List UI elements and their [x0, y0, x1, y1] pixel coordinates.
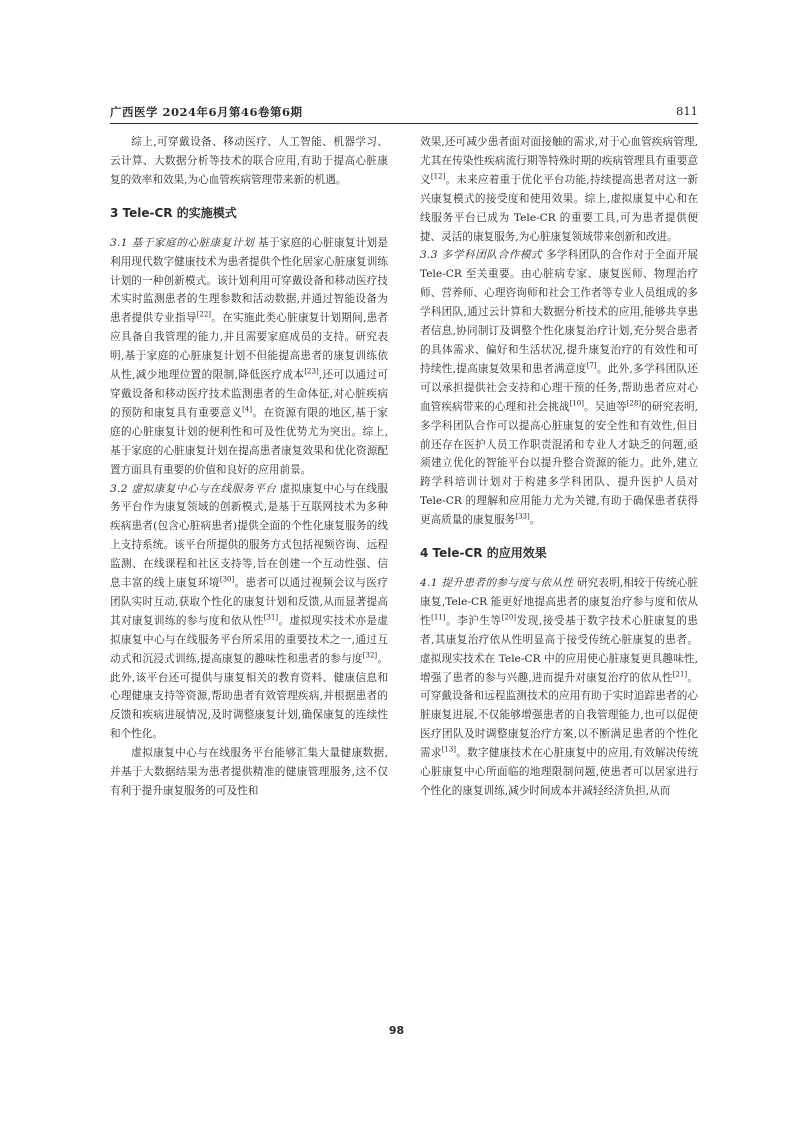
citation: [20] [501, 613, 517, 622]
running-header [110, 104, 698, 124]
paragraph-3-2: 3.2 虚拟康复中心与在线服务平台 虚拟康复中心与在线服务平台作为康复领域的创新模式,是基于互联网技术为多种疾病患者(包含心脏病患者)提供全面的个性化康复服务的线上支持系统。该平台所提供的服务方式包括视频咨询、远程监测、在线课程和社区支持等,旨在创建一个互动性强、信息丰富的线上康复环境[30]。患者可以通过视频会议与医疗团队实时互动,获取个性化的康复计划和反馈,从而显著提高其对康复训练的参与度和依从性[31]。虚拟现实技术亦是虚拟康复中心与在线服务平台所采用的重要技术之一,通过互动式和沉浸式训练,提高康复的趣味性和患者的参与度[32]。此外,该平台还可提供与康复相关的教育资料、健康信息和心理健康支持等资源,帮助患者有效管理疾病,并根据患者的反馈和疾病进展情况,及时调整康复计划,确保康复的连续性和个性化。 [110, 482, 389, 741]
citation: [7] [586, 361, 597, 370]
paragraph-summary: 综上,可穿戴设备、移动医疗、人工智能、机器学习、云计算、大数据分析等技术的联合应用,有助于提高心脏康复的效率和效果,为心血管疾病管理带来新的机遇。 [110, 136, 388, 186]
citation: [31] [263, 613, 279, 622]
subsection-title-3-1: 3.1 基于家庭的心脏康复计划 [110, 236, 255, 249]
citation: [11] [431, 613, 446, 622]
citation: [13] [441, 745, 457, 754]
paragraph-3-1: 3.1 基于家庭的心脏康复计划 基于家庭的心脏康复计划是利用现代数字健康技术为患者提供个性化居家心脏康复训练计划的一种创新模式。该计划利用可穿戴设备和移动医疗技术实时监测患者的生理参数和活动数据,并通过智能设备为患者提供专业指导[22]。在实施此类心脏康复计划期间,患者应具备自我管理的能力,并且需要家庭成员的支持。研究表明,基于家庭的心脏康复计划不但能提高患者的康复训练依从性,减少地理位置的限制,降低医疗成本[23],还可以通过可穿戴设备和移动医疗技术监测患者的生命体征,对心脏疾病的预防和康复具有重要意义[4]。在资源有限的地区,基于家庭的心脏康复计划的便利性和可及性优势尤为突出。综上,基于家庭的心脏康复计划在提高患者康复效果和优化资源配置方面具有重要的价值和良好的应用前景。 [110, 236, 389, 476]
right-column [420, 133, 698, 801]
paragraph-3-3: 3.3 多学科团队合作模式 多学科团队的合作对于全面开展 Tele-CR 至关重要。由心脏病专家、康复医师、物理治疗师、营养师、心理咨询师和社会工作者等专业人员组成的多学科团队,通过云计算和大数据分析技术的应用,能够共享患者信息,协同制订及调整个性化康复治疗计划,充分契合患者的具体需求、偏好和生活状况,提升康复治疗的有效性和可持续性,提高康复效果和患者满意度[7]。此外,多学科团队还可以承担提供社会支持和心理干预的任务,帮助患者应对心血管疾病带来的心理和社会挑战[10]。吴迪等[28]的研究表明,多学科团队合作可以提高心脏康复的安全性和有效性,但目前还存在医护人员工作职责混淆和专业人才缺乏的问题,亟须建立优化的智能平台以提升整合资源的能力。此外,建立跨学科培训计划对于构建多学科团队、提升医护人员对 Tele-CR 的理解和应用能力尤为关键,有助于确保患者获得更高质量的康复服务[33]。 [420, 249, 699, 527]
citation: [32] [362, 651, 378, 660]
citation: [22] [196, 310, 212, 319]
footer-page-label: 98 [388, 1024, 405, 1037]
paragraph-platform: 虚拟康复中心与在线服务平台能够汇集大量健康数据,并基于大数据结果为患者提供精准的健康管理服务,这不仅有利于提升康复服务的可及性和 [110, 747, 388, 797]
left-column [110, 133, 388, 801]
citation: [12] [430, 172, 446, 181]
paragraph-4-1: 4.1 提升患者的参与度与依从性 研究表明,相较于传统心脏康复,Tele-CR 能更好地提高患者的康复治疗参与度和依从性[11]。李沪生等[20]发现,接受基于数字技术心脏康复的患者,其康复治疗依从性明显高于接受传统心脏康复的患者。虚拟现实技术在 Tele-CR 中的应用使心脏康复更具趣味性,增强了患者的参与兴趣,进而提升对康复治疗的依从性[21]。可穿戴设备和远程监测技术的应用有助于实时追踪患者的心脏康复进展,不仅能够增强患者的自我管理能力,也可以促使医疗团队及时调整康复治疗方案,以不断满足患者的个性化需求[13]。数字健康技术在心脏康复中的应用,有效解决传统心脏康复中心所面临的地理限制问题,使患者可以居家进行个性化的康复训练,减少时间成本并减轻经济负担,从而 [420, 577, 699, 797]
paragraph-continued: 效果,还可减少患者面对面接触的需求,对于心血管疾病管理,尤其在传染性疾病流行期等特殊时期的疾病管理具有重要意义[12]。未来应着重于优化平台功能,持续提高患者对这一新兴康复模式的接受度和使用效果。综上,虚拟康复中心和在线服务平台已成为 Tele-CR 的重要工具,可为患者提供便捷、灵活的康复服务,为心脏康复领域带来创新和改进。 [420, 136, 699, 243]
citation: [10] [569, 399, 584, 408]
citation: [21] [672, 670, 688, 679]
citation: [23] [304, 367, 319, 376]
citation: [33] [515, 512, 530, 521]
subsection-title-4-1: 4.1 提升患者的参与度与依从性 [420, 577, 574, 590]
citation: [28] [626, 399, 642, 408]
section-heading-3: 3 Tele-CR 的实施模式 [110, 205, 237, 220]
citation: [4] [242, 405, 253, 414]
page-number: 811 [676, 104, 698, 118]
citation: [30] [219, 575, 235, 584]
subsection-title-3-2: 3.2 虚拟康复中心与在线服务平台 [110, 482, 277, 495]
journal-title: 广西医学 2024年6月第46卷第6期 [110, 105, 303, 119]
header-rule [110, 123, 698, 124]
section-heading-4: 4 Tele-CR 的应用效果 [420, 546, 547, 561]
subsection-title-3-3: 3.3 多学科团队合作模式 [420, 249, 543, 262]
